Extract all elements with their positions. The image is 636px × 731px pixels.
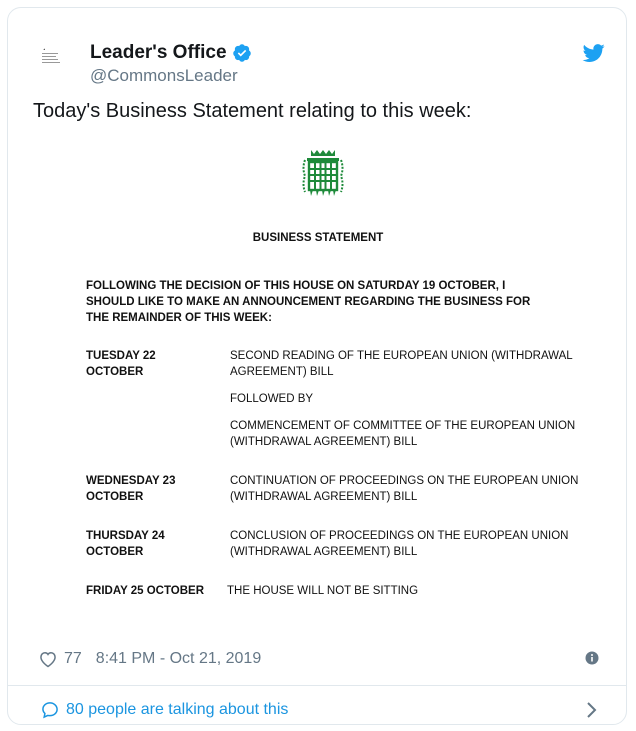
chevron-right-icon[interactable] [586, 701, 598, 719]
speech-bubble-icon [40, 700, 60, 720]
portcullis-icon [301, 148, 345, 204]
avatar[interactable] [38, 44, 76, 82]
tweet-image[interactable] [33, 148, 603, 618]
tweet-meta [38, 649, 261, 669]
account-name-row [90, 42, 252, 64]
info-icon[interactable] [585, 651, 599, 665]
agenda-item: COMMENCEMENT OF COMMITTEE OF THE EUROPEAN UNION (WITHDRAWAL AGREEMENT) BILL [230, 420, 576, 448]
like-count[interactable]: 77 [64, 650, 82, 667]
tweet-card [7, 7, 627, 725]
twitter-bird-icon[interactable] [582, 42, 606, 64]
day-label: FRIDAY 25 OCTOBER [86, 585, 205, 597]
timestamp[interactable]: 8:41 PM - Oct 21, 2019 [95, 650, 262, 667]
divider [8, 685, 626, 686]
account-name[interactable]: Leader's Office [90, 42, 227, 63]
agenda-item: CONTINUATION OF PROCEEDINGS ON THE EUROPEAN UNION (WITHDRAWAL AGREEMENT) BILL [230, 475, 579, 503]
verified-badge-icon [232, 43, 252, 63]
statement-intro: FOLLOWING THE DECISION OF THIS HOUSE ON SATURDAY 19 OCTOBER, I SHOULD LIKE TO MAKE AN ANNOUNCEMENT REGARDING THE BUSINESS FOR THE REMAINDER OF THIS WEEK: [86, 280, 531, 324]
agenda-item: FOLLOWED BY [230, 393, 314, 405]
heart-icon[interactable] [38, 649, 58, 669]
day-label: TUESDAY 22 OCTOBER [86, 350, 156, 378]
tweet-header [38, 38, 606, 90]
agenda-item: SECOND READING OF THE EUROPEAN UNION (WITHDRAWAL AGREEMENT) BILL [230, 350, 573, 378]
conversation-link[interactable] [40, 700, 288, 720]
conversation-text[interactable]: 80 people are talking about this [66, 701, 289, 718]
day-label: THURSDAY 24 OCTOBER [86, 530, 165, 558]
agenda-item: THE HOUSE WILL NOT BE SITTING [227, 585, 419, 597]
tweet-text: Today's Business Statement relating to this week: [33, 100, 472, 122]
day-label: WEDNESDAY 23 OCTOBER [86, 475, 176, 503]
agenda-item: CONCLUSION OF PROCEEDINGS ON THE EUROPEAN UNION (WITHDRAWAL AGREEMENT) BILL [230, 530, 569, 558]
statement-title: BUSINESS STATEMENT [252, 232, 384, 244]
account-handle[interactable]: @CommonsLeader [90, 66, 238, 85]
